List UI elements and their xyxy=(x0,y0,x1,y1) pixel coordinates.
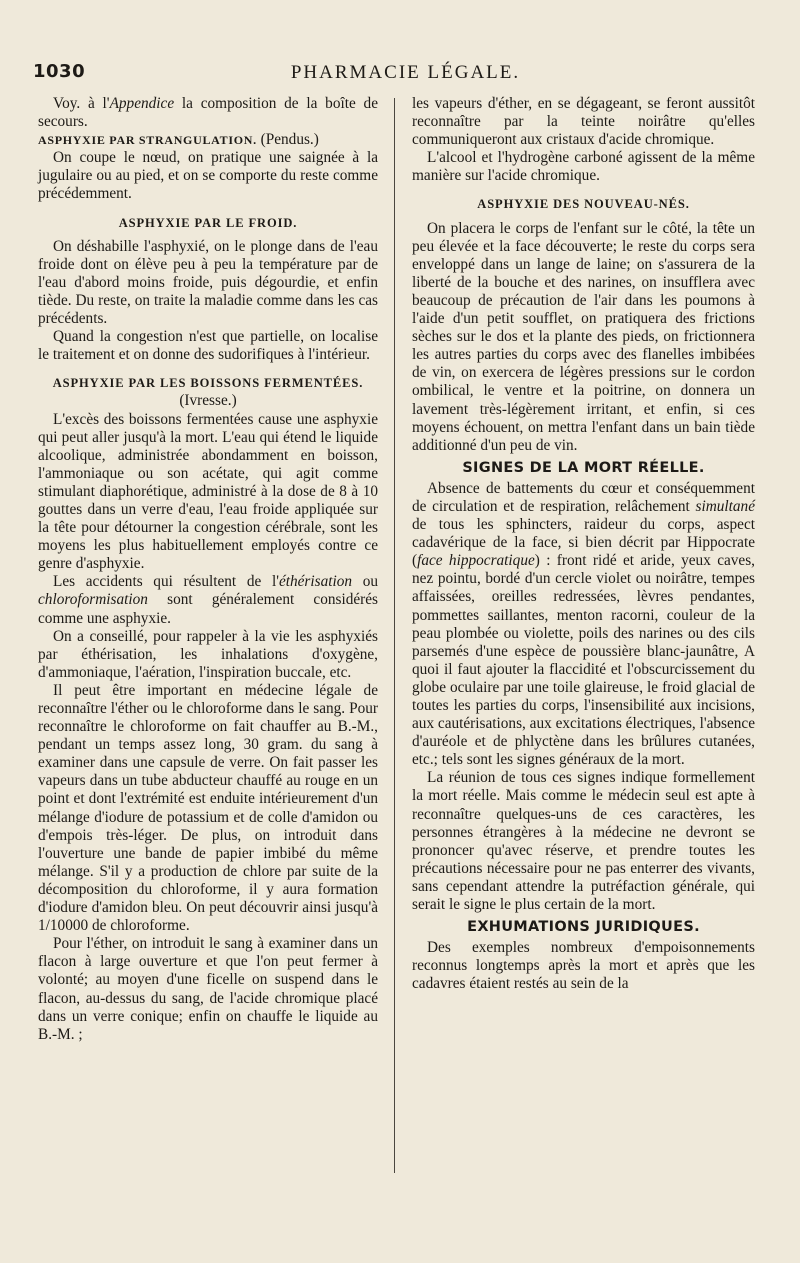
paragraph: Pour l'éther, on introduit le sang à examiner dans un flacon à large ouverture et que l'on peut fermer à volonté; au moyen d'une ficelle on suspend dans le flacon, au-dessus du sang, de l'acide chromique placé dans un verre conique; enfin on chauffe le liquide au B.-M. ; xyxy=(38,935,378,1043)
paragraph: L'alcool et l'hydrogène carboné agissent de la même manière sur l'acide chromique. xyxy=(412,149,755,185)
page-header xyxy=(33,61,778,87)
paragraph: Voy. à l'Appendice la composition de la boîte de secours. xyxy=(38,95,378,131)
running-title: PHARMACIE LÉGALE. xyxy=(290,62,521,83)
right-column xyxy=(412,95,755,994)
paragraph: On déshabille l'asphyxié, on le plonge dans de l'eau froide dont on élève peu à peu la température par de l'eau d'abord moins froide, puis dégourdie, et enfin tiède. Du reste, on traite la maladie comme dans les cas précédents. xyxy=(38,237,378,328)
paragraph: Des exemples nombreux d'empoisonnements reconnus longtemps après la mort et après que les cadavres étaient restés au sein de la xyxy=(412,939,755,993)
page-number: 1030 xyxy=(33,61,86,82)
section-heading-exhumations: EXHUMATIONS JURIDIQUES. xyxy=(467,919,700,936)
paragraph: La réunion de tous ces signes indique formellement la mort réelle. Mais comme le médecin seul est apte à reconnaître quelques-uns de ces caractères, les personnes étrangères à la médecine ne devront se prononcer qu'avec réserve, et prendre toutes les précautions nécessaire pour ne pas enterrer des vivants, sans cependant attendre la putréfaction générale, qui serait le signe le plus certain de la mort. xyxy=(412,769,755,914)
section-heading-signes-mort: SIGNES DE LA MORT RÉELLE. xyxy=(462,459,705,476)
paragraph: On coupe le nœud, on pratique une saignée à la jugulaire ou au pied, et on se comporte du reste comme précédemment. xyxy=(38,149,378,203)
paragraph: Quand la congestion n'est que partielle, on localise le traitement et on donne des sudorifiques à l'intérieur. xyxy=(38,328,378,364)
paragraph: Absence de battements du cœur et conséquemment de circulation et de respiration, relâchement simultané de tous les sphincters, raideur du corps, aspect cadavérique de la face, si bien décrit par Hippocrate (face hippocratique) : front ridé et aride, yeux caves, nez pointu, bordé d'un cercle violet ou noirâtre, tempes affaissées, oreilles redressées, lèvres pendantes, pommettes saillantes, menton racorni, couleur de la peau plombée ou violette, poils des narines ou des cils parsemés d'une espèce de poussière blanc-jaunâtre, A quoi il faut ajouter la flaccidité et l'obscurcissement du globe oculaire par une toile glaireuse, le froid glacial de toutes les parties du corps, l'insensibilité aux incisions, aux cautérisations, aux excitations électriques, l'absence d'auréole et de phlyctène dans les brûlures cutanées, etc.; tels sont les signes généraux de la mort. xyxy=(412,479,755,769)
paragraph: L'excès des boissons fermentées cause une asphyxie qui peut aller jusqu'à la mort. L'eau qui étend le liquide alcoolique, administrée abondamment en boisson, l'ammoniaque ou son acétate, qui agit comme stimulant diaphorétique, administré à la dose de 8 à 10 gouttes dans un verre d'eau, l'eau froide appliquée sur la tête pour détourner la congestion cérébrale, sont les moyens les plus habituellement employés contre ce genre d'asphyxie. xyxy=(38,410,378,573)
section-heading-strangulation: ASPHYXIE PAR STRANGULATION. (Pendus.) xyxy=(38,131,319,149)
paragraph: On a conseillé, pour rappeler à la vie les asphyxiés par éthérisation, les inhalations d'oxygène, d'ammoniaque, l'aération, l'inspiration buccale, etc. xyxy=(38,627,378,681)
left-column xyxy=(38,95,378,1044)
section-heading-nouveau-nes: ASPHYXIE DES NOUVEAU-NÉS. xyxy=(477,197,690,212)
paragraph: les vapeurs d'éther, en se dégageant, se feront aussitôt reconnaître par la teinte noirâtre qu'elles communiqueront aux cristaux d'acide chromique. xyxy=(412,95,755,149)
section-heading-froid: ASPHYXIE PAR LE FROID. xyxy=(118,215,298,230)
section-heading-boissons: ASPHYXIE PAR LES BOISSONS FERMENTÉES. xyxy=(52,376,364,391)
paragraph: Les accidents qui résultent de l'éthérisation ou chloroformisation sont généralement considérés comme une asphyxie. xyxy=(38,573,379,627)
section-subheading-ivresse: (Ivresse.) xyxy=(179,392,237,410)
paragraph: On placera le corps de l'enfant sur le côté, la tête un peu élevée et la face découverte; le reste du corps sera enveloppé dans un lange de laine; on s'assurera de la liberté de la bouche et des narines, on insufflera avec beaucoup de précaution de l'air dans les poumons à l'aide d'un petit soufflet, on pratiquera des frictions sèches sur le dos et la plante des pieds, on frictionnera les autres parties du corps avec des flanelles imbibées de vin, on exercera de légères pressions sur le cordon ombilical, le ventre et la poitrine, on donnera un lavement très-légèrement irritant, et enfin, si ces moyens échouent, on mettra l'enfant dans un bain tiède additionné d'un peu de vin. xyxy=(412,219,755,454)
paragraph: Il peut être important en médecine légale de reconnaître l'éther ou le chloroforme dans le sang. Pour reconnaître le chloroforme on fait chauffer au B.-M., pendant un temps assez long, 30 gram. du sang à examiner dans une capsule de verre. On fait passer les vapeurs dans un tube abducteur chauffé au rouge en un point et dont l'extrémité est enduite intérieurement d'un mélange d'iodure de potassium et de colle d'amidon ou d'empois très-léger. De plus, on introduit dans l'ouverture une bande de papier imbibé du même mélange. S'il y a production de chlore par suite de la décomposition du chloroforme, il y aura formation d'iodure d'amidon bleu. On peut découvrir ainsi jusqu'à 1/10000 de chloroforme. xyxy=(38,681,378,935)
column-divider xyxy=(394,98,395,1173)
